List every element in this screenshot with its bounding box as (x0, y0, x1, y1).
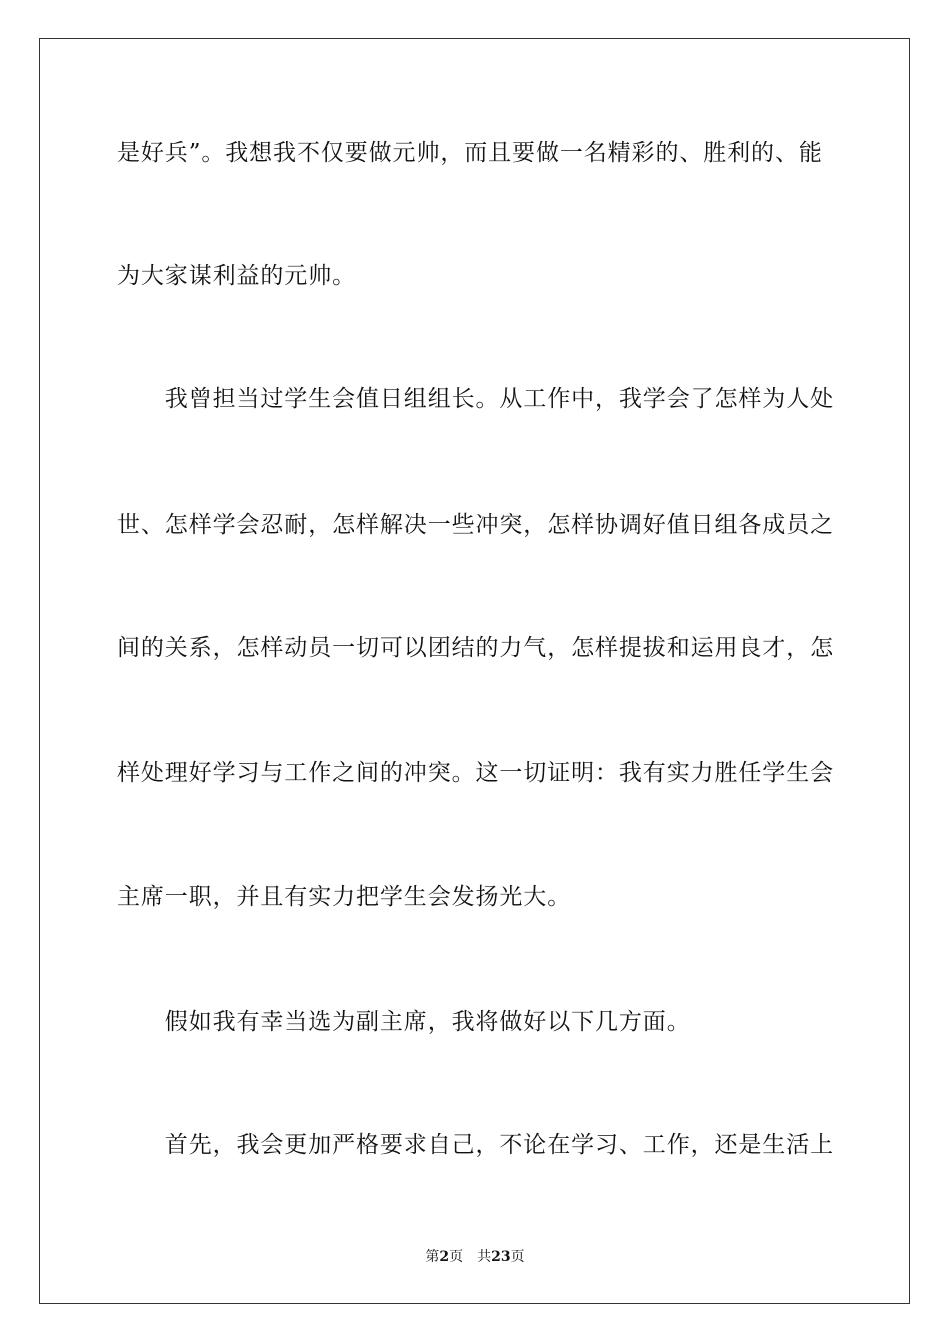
text-line-8: 假如我有幸当选为副主席，我将做好以下几方面。 (117, 1009, 691, 1035)
footer-total-suffix: 页 (510, 1249, 525, 1265)
text-line-2: 为大家谋利益的元帅。 (117, 263, 356, 289)
footer-page-number: 2 (439, 1249, 450, 1265)
text-line-6: 样处理好学习与工作之间的冲突。这一切证明：我有实力胜任学生会 (117, 760, 834, 786)
page-footer (0, 1248, 950, 1266)
footer-total-pages: 23 (491, 1249, 511, 1265)
footer-page-suffix: 页 (449, 1249, 464, 1265)
footer-page-prefix: 第 (425, 1249, 440, 1265)
text-line-5: 间的关系，怎样动员一切可以团结的力气，怎样提拔和运用良才，怎 (117, 635, 834, 661)
text-line-1: 是好兵”。我想我不仅要做元帅，而且要做一名精彩的、胜利的、能 (117, 140, 823, 166)
footer-total-prefix: 共 (477, 1249, 492, 1265)
text-line-4: 世、怎样学会忍耐，怎样解决一些冲突，怎样协调好值日组各成员之 (117, 512, 834, 538)
text-line-3: 我曾担当过学生会值日组组长。从工作中，我学会了怎样为人处 (117, 386, 834, 412)
text-line-9: 首先，我会更加严格要求自己，不论在学习、工作，还是生活上 (117, 1132, 834, 1158)
page-border (39, 38, 910, 1304)
text-line-7: 主席一职，并且有实力把学生会发扬光大。 (117, 884, 572, 910)
